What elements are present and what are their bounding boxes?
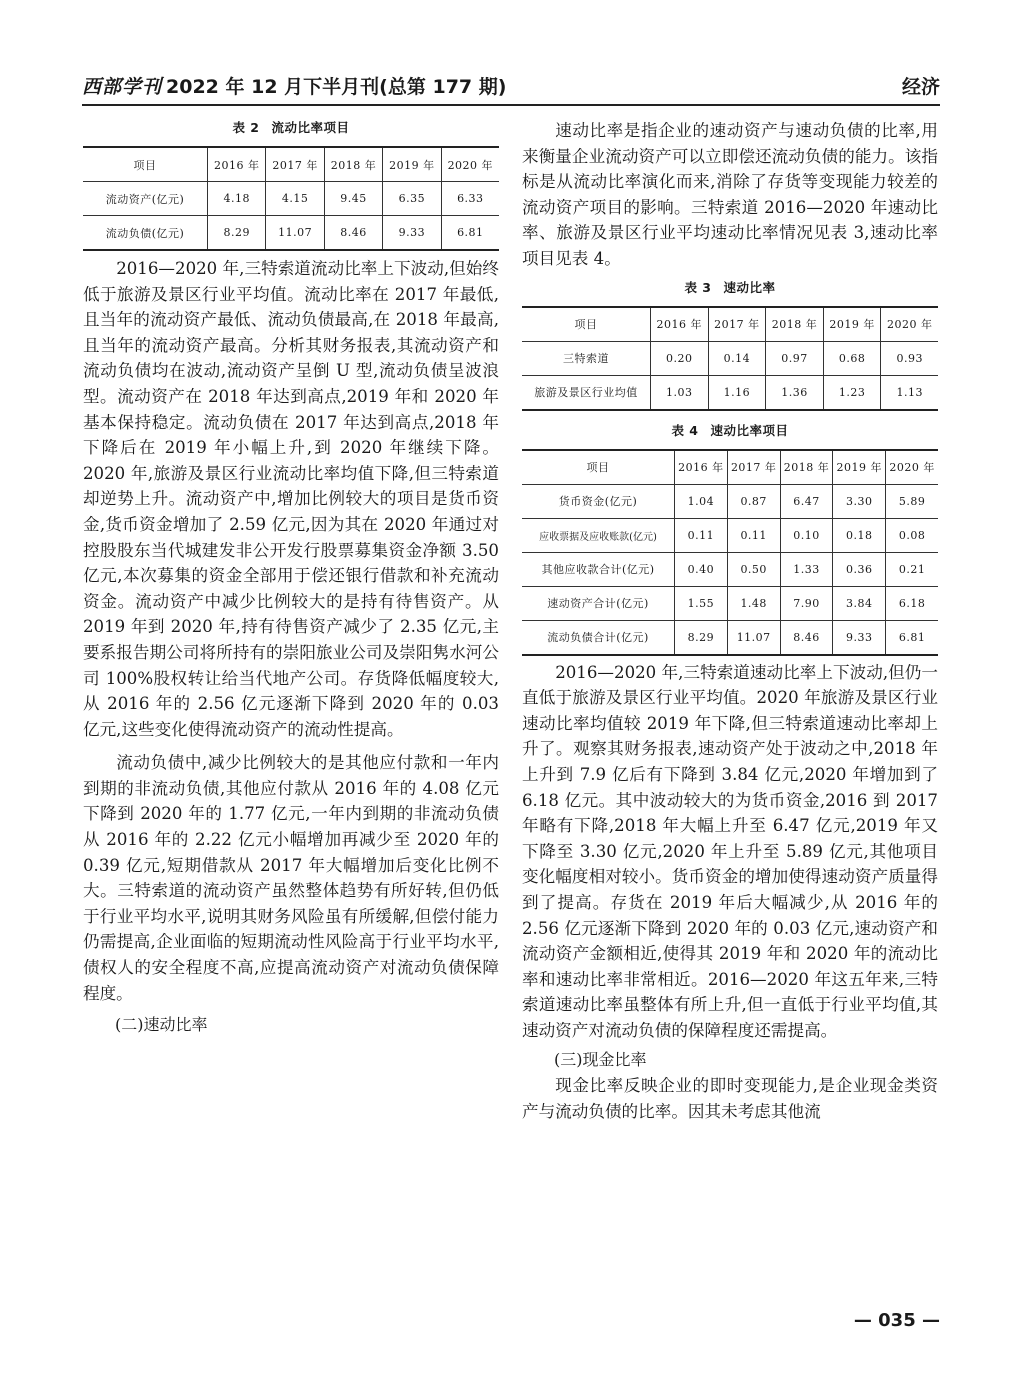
- table4-label: 表 4: [671, 422, 699, 438]
- table-row: [83, 182, 499, 216]
- table-cell: 三特索道: [522, 341, 651, 375]
- body-paragraph: 速动比率是指企业的速动资产与速动负债的比率,用来衡量企业流动资产可以立即偿还流动负债的能力。该指标是从流动比率演化而来,消除了存货等变现能力较差的流动资产项目的影响。三特索道 2016—2020 年速动比率、旅游及景区行业平均速动比率情况见表 3,速动比率项目见表 4。: [522, 121, 938, 268]
- table2: [83, 146, 499, 251]
- column-header: 2018 年: [780, 450, 833, 485]
- table-cell: 1.04: [675, 484, 728, 518]
- table-cell: 货币资金(亿元): [522, 484, 675, 518]
- table-cell: 6.33: [441, 182, 499, 216]
- body-paragraph: 2016—2020 年,三特索道速动比率上下波动,但仍一直低于旅游及景区行业平均值。2020 年旅游及景区行业速动比率均值较 2019 年下降,但三特索道速动比率却上升了。观察其财务报表,速动资产处于波动之中,2018 年上升到 7.9 亿后有下降到 3.84 亿元,2020 年增加到了 6.18 亿元。其中波动较大的为货币资金,2016 到 2017 年略有下降,2018 年大幅上升至 6.47 亿元,2019 年又下降至 3.30 亿元,2020 年上升至 5.89 亿元,其他项目变化幅度相对较小。货币资金的增加使得速动资产质量得到了提高。存货在 2019 年后大幅减少,从 2016 年的 2.56 亿元逐渐下降到 2020 年的 0.03 亿元,速动资产和流动资产金额相近,使得其 2019 年和 2020 年的流动比率和速动比率非常相近。2016—2020 年这五年来,三特索道速动比率虽整体有所上升,但一直低于行业平均值,其速动资产对流动负债的保障程度还需提高。: [522, 662, 938, 1040]
- table-cell: 11.07: [266, 216, 324, 251]
- column-header: 项目: [83, 147, 208, 182]
- table-cell: 0.21: [886, 552, 938, 586]
- table-cell: 4.18: [208, 182, 266, 216]
- column-header: 2020 年: [881, 307, 938, 342]
- table-cell: 其他应收款合计(亿元): [522, 552, 675, 586]
- table-cell: 6.81: [441, 216, 499, 251]
- column-header: 2020 年: [441, 147, 499, 182]
- table-row: [522, 620, 938, 655]
- table-cell: 5.89: [886, 484, 938, 518]
- journal-title: [82, 72, 506, 99]
- table-cell: 1.03: [651, 375, 709, 410]
- table-cell: 3.84: [833, 586, 886, 620]
- table4-caption: [522, 421, 938, 439]
- column-header: 2019 年: [383, 147, 441, 182]
- table-row: [522, 586, 938, 620]
- table-cell: 1.48: [727, 586, 780, 620]
- column-header: 2018 年: [766, 307, 824, 342]
- table-row: [522, 552, 938, 586]
- column-header: 2016 年: [675, 450, 728, 485]
- column-header: 2017 年: [727, 450, 780, 485]
- section-label: 经济: [901, 76, 940, 98]
- journal-logo: 西部学刊: [82, 76, 163, 98]
- table-cell: 旅游及景区行业均值: [522, 375, 651, 410]
- table2-header-row: [83, 147, 499, 182]
- table-cell: 6.35: [383, 182, 441, 216]
- table-cell: 8.46: [324, 216, 382, 251]
- table3-label: 表 3: [684, 279, 712, 295]
- body-paragraph: 流动负债中,减少比例较大的是其他应付款和一年内到期的非流动负债,其他应付款从 2016 年的 4.08 亿元下降到 2020 年的 1.77 亿元,一年内到期的非流动负债从 2016 年的 2.22 亿元小幅增加再减少至 2020 年的 0.39 亿元,短期借款从 2017 年大幅增加后变化比例不大。三特索道的流动资产虽然整体趋势有所好转,但仍低于行业平均水平,说明其财务风险虽有所缓解,但偿付能力仍需提高,企业面临的短期流动性风险高于行业平均水平,债权人的安全程度不高,应提高流动资产对流动负债保障程度。: [83, 753, 499, 1003]
- table-cell: 速动资产合计(亿元): [522, 586, 675, 620]
- table-cell: 1.33: [780, 552, 833, 586]
- table-cell: 流动资产(亿元): [83, 182, 208, 216]
- column-header: 2016 年: [208, 147, 266, 182]
- table4: [522, 449, 938, 656]
- table-cell: 0.11: [675, 518, 728, 552]
- body-paragraph: 现金比率反映企业的即时变现能力,是企业现金类资产与流动负债的比率。因其未考虑其他流: [522, 1076, 938, 1122]
- column-header: 2017 年: [708, 307, 766, 342]
- table-cell: 9.45: [324, 182, 382, 216]
- table-cell: 3.30: [833, 484, 886, 518]
- column-header: 项目: [522, 307, 651, 342]
- table-cell: 8.46: [780, 620, 833, 655]
- body-paragraph: 2016—2020 年,三特索道流动比率上下波动,但始终低于旅游及景区行业平均值。流动比率在 2017 年最低,且当年的流动资产最低、流动负债最高,在 2018 年最高,且当年的流动资产最高。分析其财务报表,其流动资产和流动负债均在波动,流动资产呈倒 U 型,流动负债呈波浪型。流动资产在 2018 年达到高点,2019 年和 2020 年基本保持稳定。流动负债在 2017 年达到高点,2018 年下降后在 2019 年小幅上升,到 2020 年继续下降。2020 年,旅游及景区行业流动比率均值下降,但三特索道却逆势上升。流动资产中,增加比例较大的项目是货币资金,货币资金增加了 2.59 亿元,因为其在 2020 年通过对控股股东当代城建发非公开发行股票募集资金净额 3.50 亿元,本次募集的资金全部用于偿还银行借款和补充流动资金。流动资产中减少比例较大的是持有待售资产。从 2019 年到 2020 年,持有待售资产减少了 2.35 亿元,主要系报告期公司将所持有的崇阳旅业公司及崇阳隽水河公司 100%股权转让给当代地产公司。存货降低幅度较大,从 2016 年的 2.56 亿元逐渐下降到 2020 年的 0.03 亿元,这些变化使得流动资产的流动性提高。: [83, 259, 499, 739]
- table-cell: 6.18: [886, 586, 938, 620]
- table-cell: 6.81: [886, 620, 938, 655]
- table-cell: 1.55: [675, 586, 728, 620]
- table-cell: 0.87: [727, 484, 780, 518]
- table-cell: 应收票据及应收账款(亿元): [522, 518, 675, 552]
- column-header: 2017 年: [266, 147, 324, 182]
- table-cell: 1.23: [823, 375, 881, 410]
- column-header: 2019 年: [833, 450, 886, 485]
- table3-header-row: [522, 307, 938, 342]
- table-row: [522, 484, 938, 518]
- table3: [522, 306, 938, 411]
- table-cell: 0.14: [708, 341, 766, 375]
- table-cell: 1.16: [708, 375, 766, 410]
- table3-title: 速动比率: [723, 279, 776, 295]
- table-cell: 流动负债合计(亿元): [522, 620, 675, 655]
- column-header: 2020 年: [886, 450, 938, 485]
- table2-label: 表 2: [232, 120, 260, 135]
- table-cell: 1.13: [881, 375, 938, 410]
- issue-info: 2022 年 12 月下半月刊(总第 177 期): [166, 76, 507, 98]
- table-cell: 6.47: [780, 484, 833, 518]
- table-cell: 0.11: [727, 518, 780, 552]
- table-cell: 4.15: [266, 182, 324, 216]
- page-number: — 035 —: [853, 1310, 940, 1331]
- table-cell: 0.20: [651, 341, 709, 375]
- table-cell: 0.68: [823, 341, 881, 375]
- column-header: 项目: [522, 450, 675, 485]
- section-subheading: (二)速动比率: [115, 1015, 208, 1035]
- table-cell: 9.33: [383, 216, 441, 251]
- table-cell: 0.10: [780, 518, 833, 552]
- table-cell: 0.18: [833, 518, 886, 552]
- running-header: [82, 70, 940, 106]
- table2-title: 流动比率项目: [271, 120, 350, 135]
- section-subheading: (三)现金比率: [554, 1050, 647, 1070]
- column-header: 2016 年: [651, 307, 709, 342]
- table-cell: 9.33: [833, 620, 886, 655]
- table-row: [522, 341, 938, 375]
- right-column: [522, 118, 938, 1125]
- table-cell: 0.40: [675, 552, 728, 586]
- table-cell: 0.36: [833, 552, 886, 586]
- table-cell: 7.90: [780, 586, 833, 620]
- table-row: [83, 216, 499, 251]
- column-header: 2018 年: [324, 147, 382, 182]
- column-header: 2019 年: [823, 307, 881, 342]
- table4-header-row: [522, 450, 938, 485]
- table-cell: 0.93: [881, 341, 938, 375]
- table-cell: 8.29: [675, 620, 728, 655]
- table-cell: 1.36: [766, 375, 824, 410]
- table-row: [522, 518, 938, 552]
- table-cell: 流动负债(亿元): [83, 216, 208, 251]
- table-cell: 0.08: [886, 518, 938, 552]
- table-row: [522, 375, 938, 410]
- left-column: [83, 118, 499, 1038]
- table-cell: 0.50: [727, 552, 780, 586]
- table-cell: 8.29: [208, 216, 266, 251]
- table3-caption: [522, 278, 938, 296]
- table4-title: 速动比率项目: [710, 422, 789, 438]
- table-cell: 0.97: [766, 341, 824, 375]
- table2-caption: [83, 118, 499, 136]
- table-cell: 11.07: [727, 620, 780, 655]
